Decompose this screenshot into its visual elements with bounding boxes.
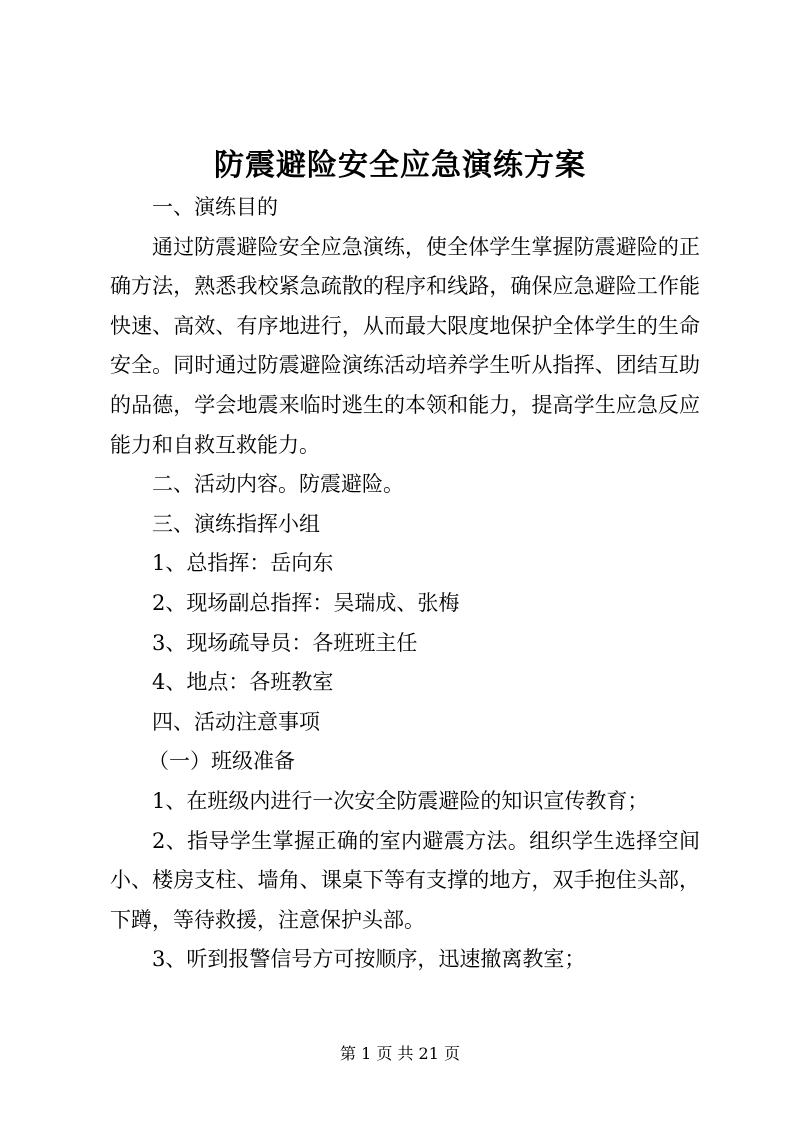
list-item-evacuate: 3、听到报警信号方可按顺序，迅速撤离教室； bbox=[152, 947, 586, 972]
list-item-indoor-method: 2、指导学生掌握正确的室内避震方法。组织学生选择空间小、楼房支柱、墙角、课桌下等有支撑的地方，双手抱住头部，下蹲，等待救援，注意保护头部。 bbox=[110, 828, 700, 932]
section-heading-command-group: 三、演练指挥小组 bbox=[152, 511, 320, 536]
list-item-deputy-commander: 2、现场副总指挥：吴瑞成、张梅 bbox=[152, 590, 460, 615]
document-body bbox=[110, 188, 700, 980]
section-heading-notes: 四、活动注意事项 bbox=[152, 709, 320, 734]
sub-heading-class-prep: （一）班级准备 bbox=[148, 749, 295, 774]
list-item-location: 4、地点：各班教室 bbox=[152, 670, 334, 695]
section-heading-content: 二、活动内容。防震避险。 bbox=[152, 472, 404, 497]
paragraph-purpose: 通过防震避险安全应急演练，使全体学生掌握防震避险的正确方法，熟悉我校紧急疏散的程序和线路，确保应急避险工作能快速、高效、有序地进行，从而最大限度地保护全体学生的生命安全。同时通过防震避险演练活动培养学生听从指挥、团结互助的品德，学会地震来临时逃生的本领和能力，提高学生应急反应能力和自救互救能力。 bbox=[110, 234, 700, 457]
page-number: 第 1 页 共 21 页 bbox=[340, 1044, 460, 1063]
list-item-guide: 3、现场疏导员：各班班主任 bbox=[152, 630, 418, 655]
document-title: 防震避险安全应急演练方案 bbox=[214, 148, 586, 183]
list-item-commander: 1、总指挥：岳向东 bbox=[152, 551, 334, 576]
list-item-education: 1、在班级内进行一次安全防震避险的知识宣传教育； bbox=[152, 788, 649, 813]
section-heading-purpose: 一、演练目的 bbox=[152, 195, 278, 219]
